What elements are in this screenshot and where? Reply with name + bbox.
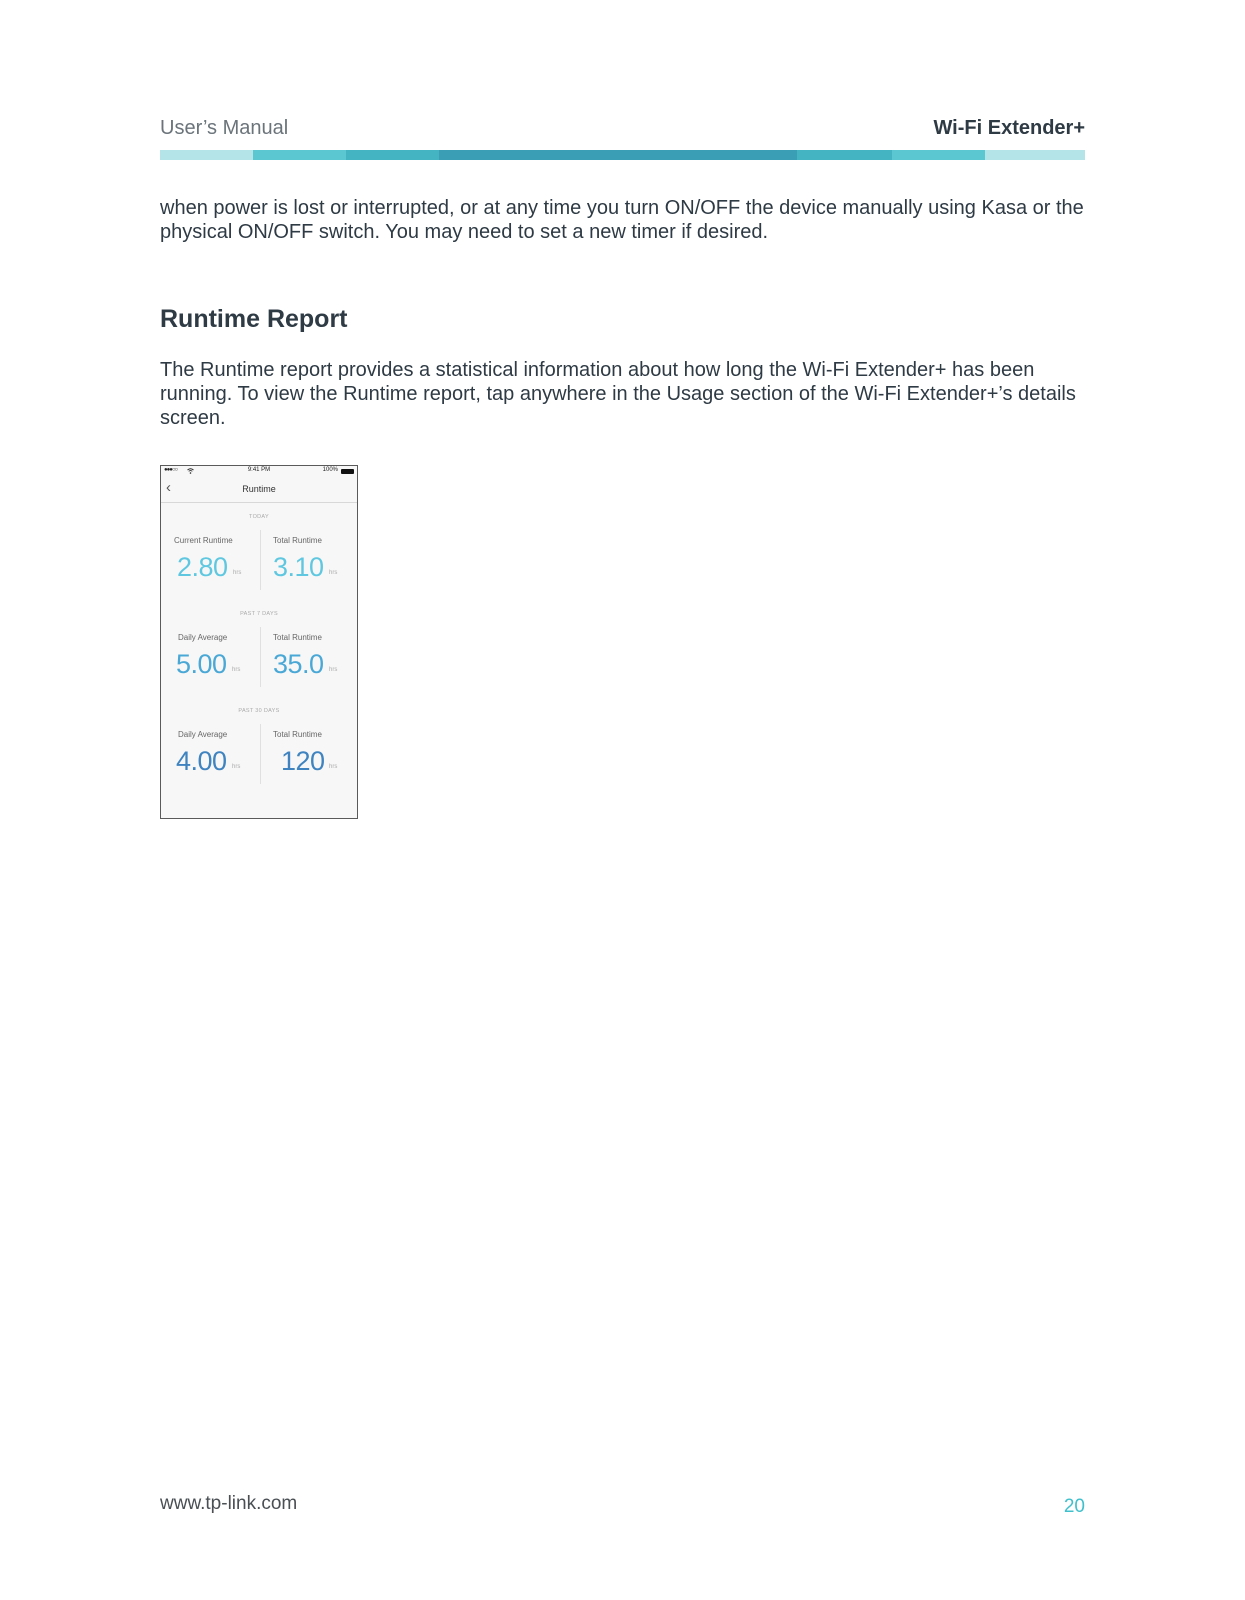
total-runtime-label: Total Runtime <box>273 730 322 739</box>
battery-icon <box>341 469 354 474</box>
divider <box>260 627 261 687</box>
unit-label: hrs <box>232 764 241 770</box>
header-color-bar <box>160 150 1085 160</box>
daily-average-label: Daily Average <box>178 633 228 642</box>
section-heading: Runtime Report <box>160 305 348 333</box>
section-label-past-7-days: PAST 7 DAYS <box>240 611 278 617</box>
current-runtime-label: Current Runtime <box>174 536 233 545</box>
page-number: 20 <box>1063 1496 1085 1517</box>
header-manual-title: User’s Manual <box>160 117 289 139</box>
footer-url[interactable]: www.tp-link.com <box>160 1493 298 1514</box>
nav-bar <box>161 477 357 503</box>
total-runtime-label: Total Runtime <box>273 536 322 545</box>
section-paragraph: The Runtime report provides a statistical information about how long the Wi-Fi Extender+ has been running. To view the Runtime report, tap anywhere in the Usage section of the Wi-Fi Extender+’s details screen. <box>160 359 1076 429</box>
battery-percent: 100% <box>322 467 338 473</box>
total-runtime-value: 35.0 <box>273 649 324 679</box>
daily-average-label: Daily Average <box>178 730 228 739</box>
daily-average-value: 4.00 <box>176 746 227 776</box>
daily-average-value: 5.00 <box>176 649 227 679</box>
unit-label: hrs <box>232 667 241 673</box>
divider <box>260 724 261 784</box>
section-label-today: TODAY <box>249 514 269 520</box>
signal-strength: ●●●○○ <box>164 467 178 473</box>
current-runtime-value: 2.80 <box>177 552 228 582</box>
status-time: 9:41 PM <box>247 467 271 473</box>
nav-title: Runtime <box>242 484 276 494</box>
section-label-past-30-days: PAST 30 DAYS <box>238 708 280 714</box>
status-bar <box>161 466 357 477</box>
chevron-left-icon[interactable]: ‹ <box>166 479 171 496</box>
header-product-name: Wi-Fi Extender+ <box>933 117 1085 139</box>
total-runtime-value: 120 <box>281 746 325 776</box>
unit-label: hrs <box>329 667 338 673</box>
unit-label: hrs <box>329 764 338 770</box>
total-runtime-label: Total Runtime <box>273 633 322 642</box>
divider <box>260 530 261 590</box>
unit-label: hrs <box>233 570 242 576</box>
unit-label: hrs <box>329 570 338 576</box>
runtime-screenshot <box>160 465 358 819</box>
total-runtime-value: 3.10 <box>273 552 324 582</box>
intro-paragraph: when power is lost or interrupted, or at any time you turn ON/OFF the device manually using Kasa or the physical ON/OFF switch. You may need to set a new timer if desired. <box>160 197 1084 243</box>
